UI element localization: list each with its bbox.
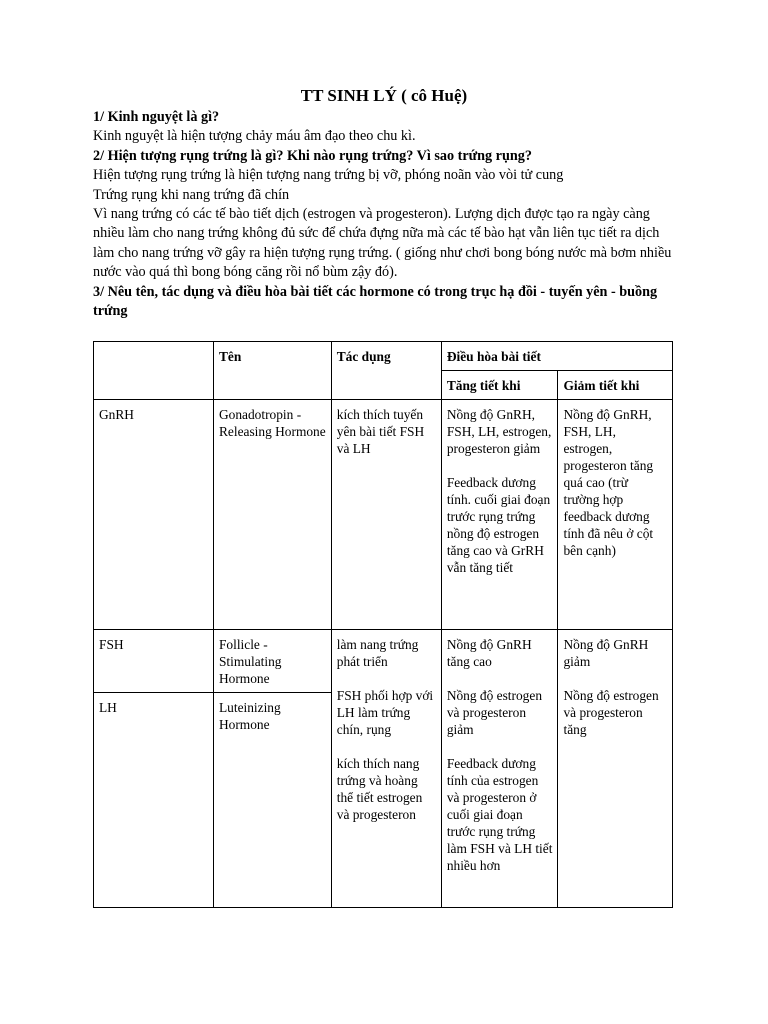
question-2: 2/ Hiện tượng rụng trứng là gì? Khi nào rụng trứng? Vì sao trứng rụng? (93, 147, 532, 164)
fsh-effect-3: kích thích nang trứng và hoàng thể tiết estrogen và progesteron (336, 756, 423, 822)
fsh-increase-3: Feedback dương tính của estrogen và progesteron ở cuối giai đoạn trước rụng trứng làm FSH và LH tiết nhiều hơn (446, 756, 553, 873)
question-3: 3/ Nêu tên, tác dụng và điều hòa bài tiết các hormone có trong trục hạ đồi - tuyến yên - buồng trứng (93, 283, 658, 320)
answer-1: Kinh nguyệt là hiện tượng chảy máu âm đạo theo chu kì. (93, 128, 416, 145)
gnrh-effect: kích thích tuyến yên bài tiết FSH và LH (331, 400, 441, 630)
header-increase: Tăng tiết khi (441, 371, 558, 400)
fsh-lh-decrease (558, 630, 673, 908)
lh-name: Luteinizing Hormone (213, 693, 331, 908)
gnrh-decrease: Nồng độ GnRH, FSH, LH, estrogen, progesteron tăng quá cao (trừ trường hợp feedback dương tính đã nêu ở cột bên cạnh) (558, 400, 673, 630)
header-blank (94, 342, 214, 400)
fsh-lh-effect (331, 630, 441, 908)
fsh-effect-1: làm nang trứng phát triển (336, 637, 419, 669)
gnrh-name: Gonadotropin - Releasing Hormone (213, 400, 331, 630)
hormone-table (93, 341, 673, 908)
lh-abbr: LH (94, 693, 214, 908)
gnrh-increase-2: Feedback dương tính. cuối giai đoạn trước rụng trứng nồng độ estrogen tăng cao và GrRH vẫn tăng tiết (446, 475, 551, 575)
gnrh-abbr: GnRH (94, 400, 214, 630)
header-effect: Tác dụng (331, 342, 441, 400)
fsh-decrease-2: Nồng độ estrogen và progesteron tăng (563, 688, 659, 737)
question-1: 1/ Kinh nguyệt là gì? (93, 109, 220, 125)
fsh-decrease-1: Nồng độ GnRH giảm (563, 637, 649, 669)
table-header-row (94, 342, 673, 371)
fsh-name: Follicle - Stimulating Hormone (213, 630, 331, 693)
fsh-abbr: FSH (94, 630, 214, 693)
table-row-fsh (94, 630, 673, 693)
header-name: Tên (213, 342, 331, 400)
gnrh-increase (441, 400, 558, 630)
fsh-increase-2: Nồng độ estrogen và progesteron giảm (446, 688, 543, 737)
answer-2-line-1: Hiện tượng rụng trứng là hiện tượng nang trứng bị vỡ, phóng noãn vào vòi tử cung (93, 167, 564, 184)
fsh-lh-increase (441, 630, 558, 908)
fsh-effect-2: FSH phối hợp với LH làm trứng chín, rụng (336, 688, 434, 737)
header-decrease: Giảm tiết khi (558, 371, 673, 400)
table-row-gnrh (94, 400, 673, 630)
answer-2-line-2: Trứng rụng khi nang trứng đã chín (93, 186, 290, 203)
gnrh-increase-1: Nồng độ GnRH, FSH, LH, estrogen, progesteron giảm (446, 407, 552, 456)
answer-2-line-3: Vì nang trứng có các tế bào tiết dịch (estrogen và progesteron). Lượng dịch được tạo ra ngày càng nhiều làm cho nang trứng không đủ sức để chứa đựng nữa mà các tế bào hạt vẫn liên tục tiết ra dịch làm cho nang trứng vỡ gây ra hiện tượng rụng trứng. ( giống như chơi bong bóng nước mà bơm nhiều nước vào quá thì bong bóng căng rồi nổ bùm zậy đó). (93, 206, 672, 281)
document-body (93, 108, 683, 321)
header-regulation: Điều hòa bài tiết (441, 342, 672, 371)
page-title: TT SINH LÝ ( cô Huệ) (300, 86, 468, 105)
fsh-increase-1: Nồng độ GnRH tăng cao (446, 637, 532, 669)
